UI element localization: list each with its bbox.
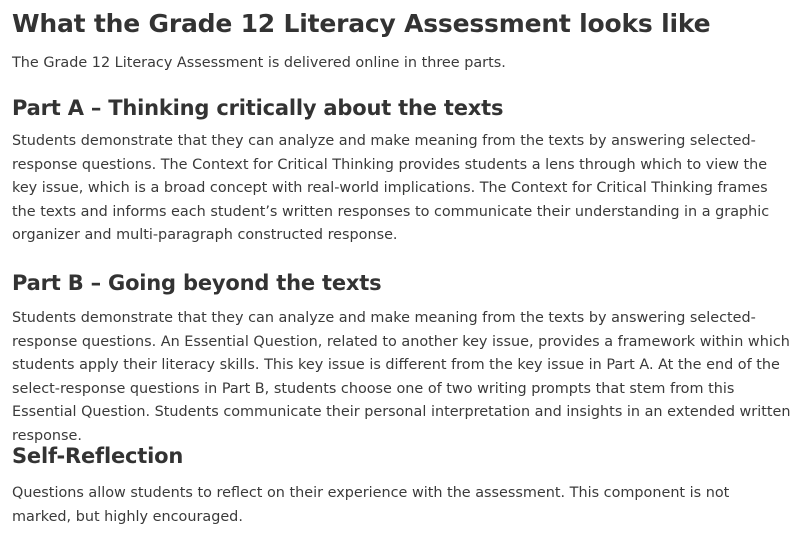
intro-paragraph: The Grade 12 Literacy Assessment is delivered online in three parts.: [12, 55, 506, 71]
section-heading-part-a: Part A – Thinking critically about the texts: [12, 96, 504, 120]
section-body-part-a: Students demonstrate that they can analyze and make meaning from the texts by answering selected-response questions. The Context for Critical Thinking provides students a lens through which to view the key issue, which is a broad concept with real-world implications. The Context for Critical Thinking frames the texts and informs each student’s written responses to communicate their understanding in a graphic organizer and multi-paragraph constructed response.: [12, 133, 770, 244]
section-heading-part-b: Part B – Going beyond the texts: [12, 271, 382, 295]
section-heading-self-reflection: Self-Reflection: [12, 444, 184, 468]
section-body-self-reflection: Questions allow students to reflect on their experience with the assessment. This component is not marked, but highly encouraged.: [12, 485, 730, 525]
section-body-part-b: Students demonstrate that they can analyze and make meaning from the texts by answering selected-response questions. An Essential Question, related to another key issue, provides a framework within which students apply their literacy skills. This key issue is different from the key issue in Part A. At the end of the select-response questions in Part B, students choose one of two writing prompts that stem from this Essential Question. Students communicate their personal interpretation and insights in an extended written response.: [12, 310, 791, 444]
page-title: What the Grade 12 Literacy Assessment looks like: [12, 9, 711, 38]
